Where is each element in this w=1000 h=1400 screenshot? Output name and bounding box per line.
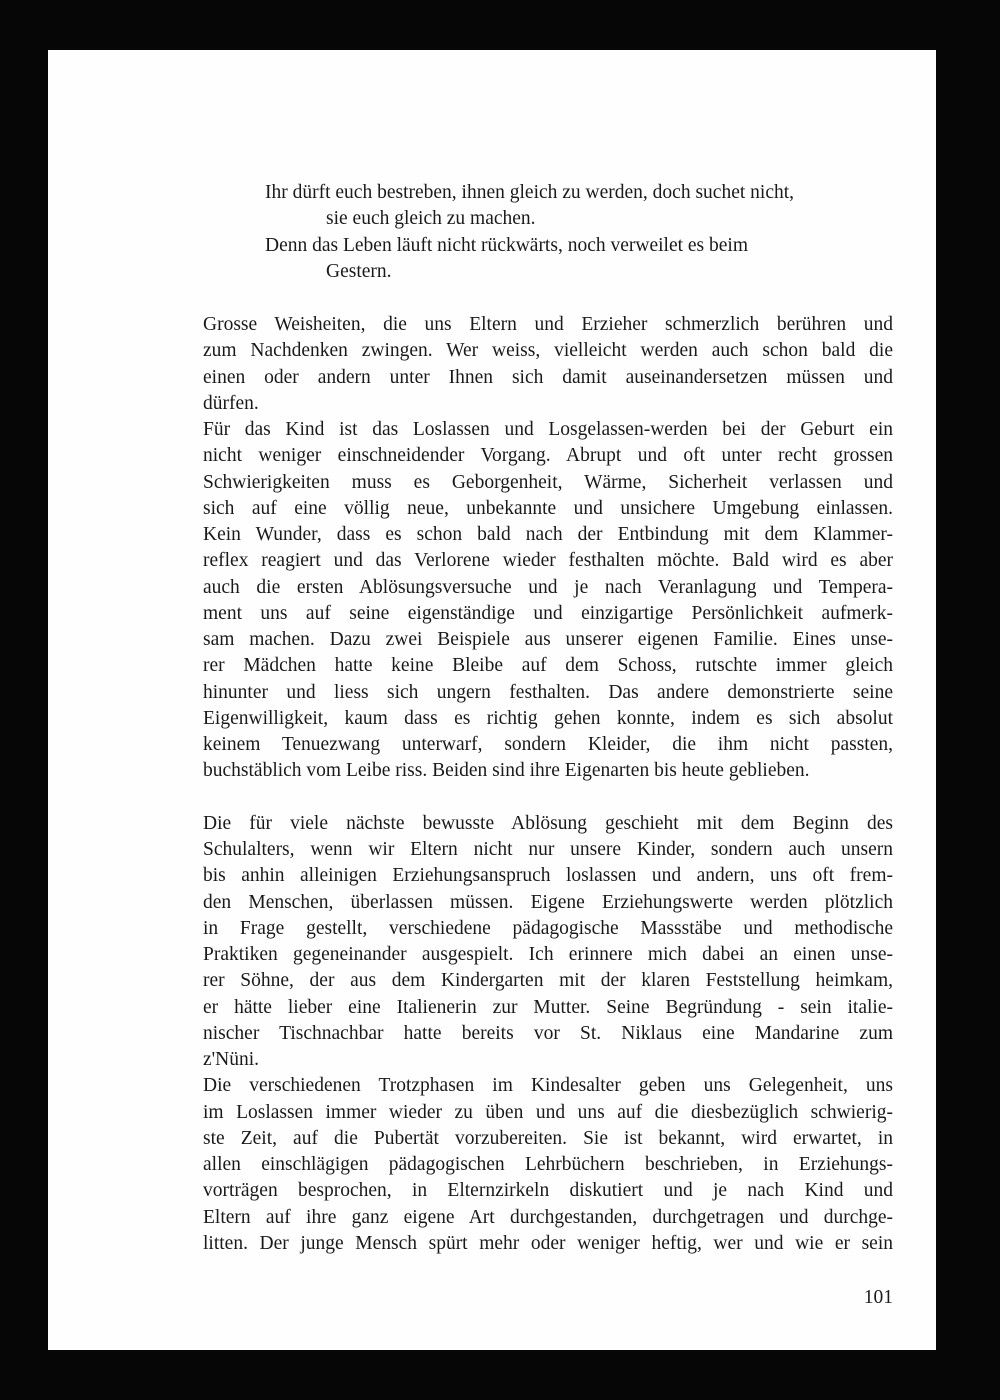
text-line: Für das Kind ist das Loslassen und Losgelassen-werden bei der Geburt ein bbox=[203, 419, 893, 440]
text-line: z'Nüni. bbox=[203, 1049, 260, 1070]
text-line: Praktiken gegeneinander ausgespielt. Ich erinnere mich dabei an einen unse- bbox=[203, 944, 893, 965]
text-line: Schwierigkeiten muss es Geborgenheit, Wärme, Sicherheit verlassen und bbox=[203, 471, 893, 493]
poem-quote bbox=[265, 180, 905, 285]
page-number: 101 bbox=[863, 1287, 893, 1308]
text-line: rer Söhne, der aus dem Kindergarten mit der klaren Feststellung heimkam, bbox=[203, 970, 893, 992]
text-line: keinem Tenuezwang unterwarf, sondern Kleider, die ihm nicht passten, bbox=[203, 734, 893, 755]
text-line: Grosse Weisheiten, die uns Eltern und Erzieher schmerzlich berühren und bbox=[203, 314, 893, 335]
text-line: buchstäblich vom Leibe riss. Beiden sind ihre Eigenarten bis heute geblieben. bbox=[203, 760, 810, 782]
paragraph bbox=[203, 1073, 893, 1257]
text-line: ste Zeit, auf die Pubertät vorzubereiten. Sie ist bekannt, wird erwartet, in bbox=[203, 1127, 893, 1149]
document-page bbox=[48, 50, 936, 1350]
text-line: auch die ersten Ablösungsversuche und je nach Veranlagung und Tempera- bbox=[203, 576, 893, 598]
text-line: allen einschlägigen pädagogischen Lehrbüchern beschrieben, in Erziehungs- bbox=[203, 1154, 893, 1175]
quote-line: Gestern. bbox=[326, 260, 392, 282]
text-line: rer Mädchen hatte keine Bleibe auf dem Schoss, rutschte immer gleich bbox=[203, 655, 893, 677]
quote-line: sie euch gleich zu machen. bbox=[326, 208, 536, 230]
text-line: sam machen. Dazu zwei Beispiele aus unserer eigenen Familie. Eines unse- bbox=[203, 629, 893, 650]
text-line: er hätte lieber eine Italienerin zur Mutter. Seine Begründung - sein italie- bbox=[203, 996, 893, 1018]
text-line: vorträgen besprochen, in Elternzirkeln diskutiert und je nach Kind und bbox=[203, 1180, 893, 1202]
text-line: litten. Der junge Mensch spürt mehr oder weniger heftig, wer und wie er sein bbox=[203, 1232, 893, 1254]
text-line: einen oder andern unter Ihnen sich damit auseinandersetzen müssen und bbox=[203, 366, 893, 388]
text-line: Kein Wunder, dass es schon bald nach der Entbindung mit dem Klammer- bbox=[203, 524, 893, 545]
text-line: ment uns auf seine eigenständige und einzigartige Persönlichkeit aufmerk- bbox=[203, 602, 893, 624]
paragraph bbox=[203, 811, 893, 1074]
text-line: bis anhin alleinigen Erziehungsanspruch loslassen und andern, uns oft frem- bbox=[203, 865, 893, 887]
text-line: den Menschen, überlassen müssen. Eigene Erziehungswerte werden plötzlich bbox=[203, 891, 893, 913]
text-line: zum Nachdenken zwingen. Wer weiss, vielleicht werden auch schon bald die bbox=[203, 340, 893, 362]
text-line: Eigenwilligkeit, kaum dass es richtig gehen konnte, indem es sich absolut bbox=[203, 707, 893, 729]
text-line: reflex reagiert und das Verlorene wieder festhalten möchte. Bald wird es aber bbox=[203, 550, 893, 572]
text-line: in Frage gestellt, verschiedene pädagogische Massstäbe und methodische bbox=[203, 917, 893, 939]
text-line: Schulalters, wenn wir Eltern nicht nur unsere Kinder, sondern auch unsern bbox=[203, 839, 893, 860]
text-line: nicht weniger einschneidender Vorgang. Abrupt und oft unter recht grossen bbox=[203, 445, 893, 467]
quote-line: Ihr dürft euch bestreben, ihnen gleich zu werden, doch suchet nicht, bbox=[265, 182, 795, 203]
text-line: im Loslassen immer wieder zu üben und uns auf die diesbezüglich schwierig- bbox=[203, 1101, 893, 1123]
text-line: Eltern auf ihre ganz eigene Art durchgestanden, durchgetragen und durchge- bbox=[203, 1206, 893, 1228]
text-line: Die verschiedenen Trotzphasen im Kindesalter geben uns Gelegenheit, uns bbox=[203, 1075, 893, 1097]
body-text bbox=[203, 312, 893, 1257]
text-line: nischer Tischnachbar hatte bereits vor St. Niklaus eine Mandarine zum bbox=[203, 1022, 893, 1044]
paragraph bbox=[203, 312, 893, 417]
paragraph bbox=[203, 417, 893, 785]
text-line: sich auf eine völlig neue, unbekannte und unsichere Umgebung einlassen. bbox=[203, 497, 893, 519]
quote-line: Denn das Leben läuft nicht rückwärts, noch verweilet es beim bbox=[265, 234, 748, 256]
text-line: dürfen. bbox=[203, 392, 259, 414]
text-line: hinunter und liess sich ungern festhalten. Das andere demonstrierte seine bbox=[203, 681, 893, 703]
text-line: Die für viele nächste bewusste Ablösung geschieht mit dem Beginn des bbox=[203, 812, 893, 834]
